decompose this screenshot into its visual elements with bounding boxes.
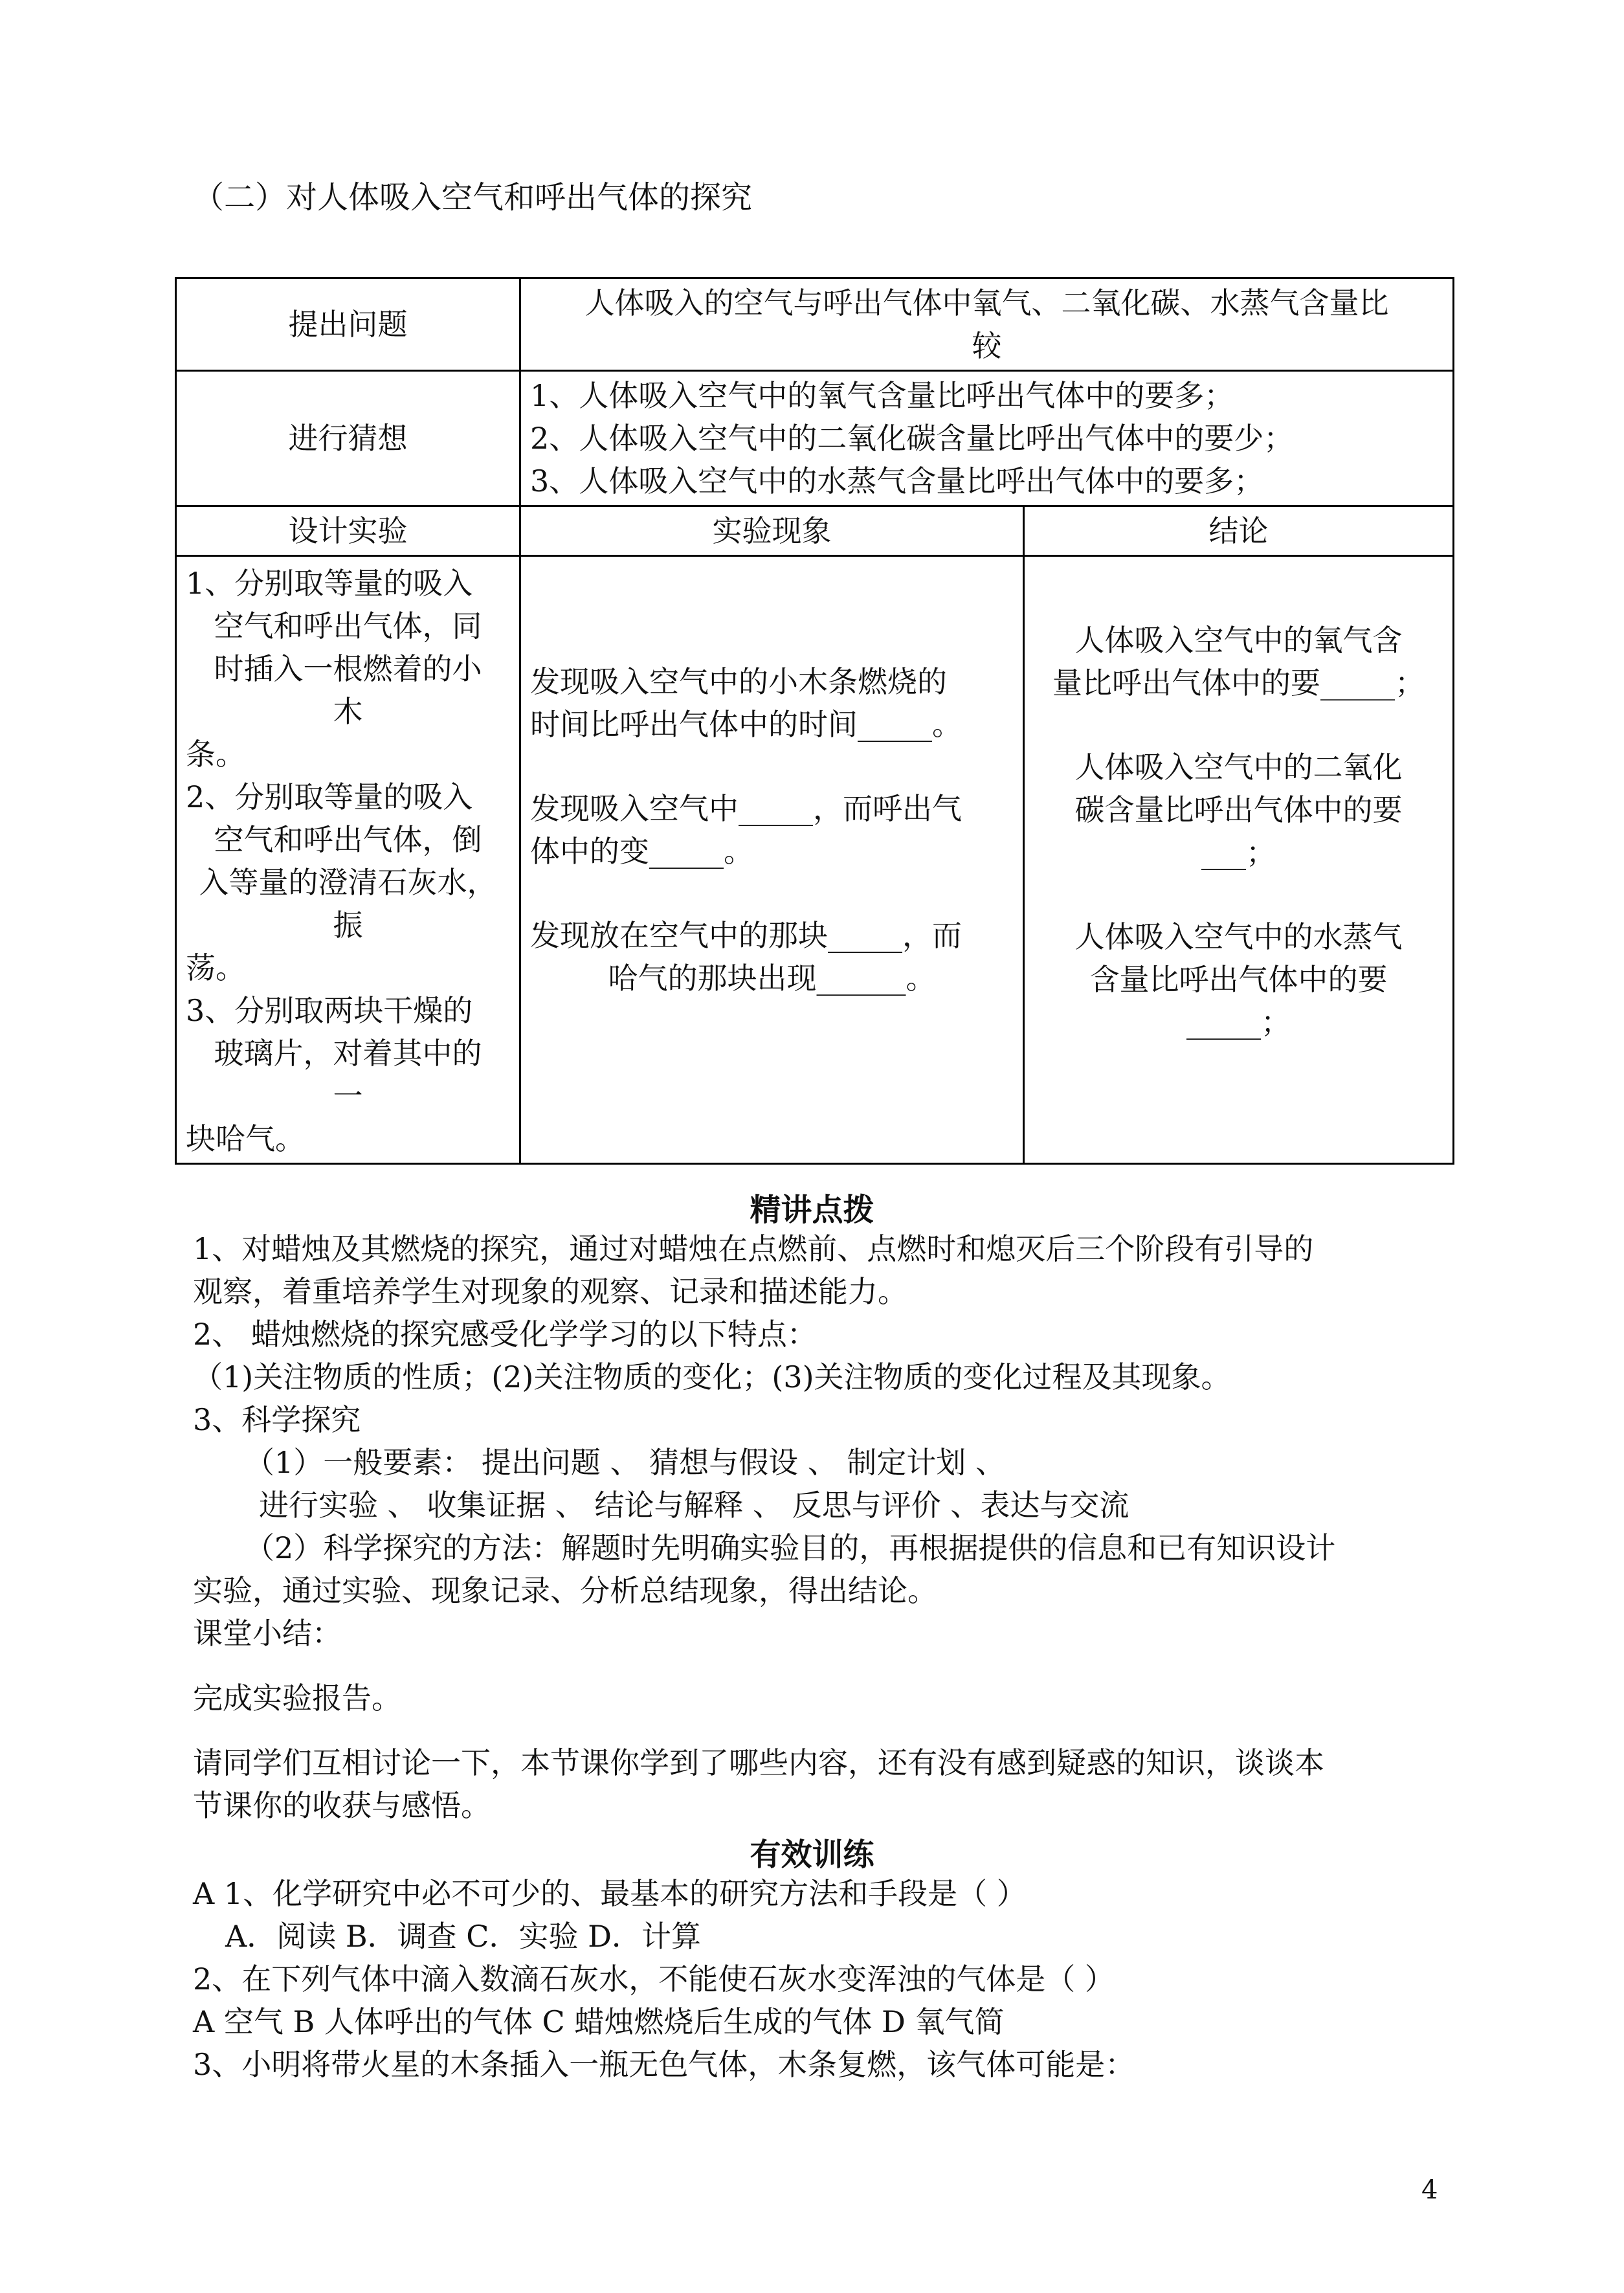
question-line-2: 较: [972, 328, 1002, 363]
question-2-options: A 空气 B 人体呼出的气体 C 蜡烛燃烧后生成的气体 D 氧气简: [193, 2004, 1005, 2039]
experiment-table: [175, 277, 1454, 1165]
design-line: 条。: [186, 737, 245, 772]
design-line: 入等量的澄清石灰水，: [199, 865, 497, 900]
phenomena-line: 体中的变_____。: [530, 834, 753, 869]
question-line-1: 人体吸入的空气与呼出气体中氧气、二氧化碳、水蒸气含量比: [584, 285, 1389, 320]
hypothesis-content: [520, 371, 1454, 506]
jingjiang-line: （2）科学探究的方法：解题时先明确实验目的，再根据提供的信息和已有知识设计: [245, 1530, 1336, 1565]
jingjiang-line: （1)关注物质的性质；(2)关注物质的变化；(3)关注物质的变化过程及其现象。: [193, 1359, 1231, 1394]
phenomena-line: 发现放在空气中的那块_____，而: [530, 918, 962, 953]
conclusion-line: 碳含量比呼出气体中的要: [1074, 792, 1403, 827]
design-line: 一: [333, 1079, 363, 1113]
summary-line: 完成实验报告。: [193, 1681, 401, 1716]
design-cell: [176, 556, 520, 1164]
question-content: [520, 278, 1454, 371]
conclusion-line: 人体吸入空气中的水蒸气: [1074, 919, 1403, 954]
conclusion-line: ___；: [1201, 835, 1276, 870]
summary-line: 请同学们互相讨论一下，本节课你学到了哪些内容，还有没有感到疑惑的知识，谈谈本: [193, 1745, 1324, 1780]
conclusion-line: 含量比呼出气体中的要: [1089, 962, 1388, 997]
conclusion-line: 人体吸入空气中的氧气含: [1074, 623, 1403, 658]
table-row: [176, 371, 1454, 506]
hypothesis-label: 进行猜想: [176, 371, 520, 506]
header-conclusion: 结论: [1024, 506, 1454, 556]
section-title: （二）对人体吸入空气和呼出气体的探究: [193, 179, 753, 216]
phenomena-line: 哈气的那块出现______。: [608, 961, 936, 996]
table-header-row: [176, 506, 1454, 556]
phenomena-line: 发现吸入空气中的小木条燃烧的: [530, 664, 947, 699]
hypothesis-line: 3、人体吸入空气中的水蒸气含量比呼出气体中的要多；: [530, 464, 1264, 498]
question-label: 提出问题: [176, 278, 520, 371]
jingjiang-line: 1、对蜡烛及其燃烧的探究，通过对蜡烛在点燃前、点燃时和熄灭后三个阶段有引导的: [193, 1231, 1314, 1266]
conclusion-cell: [1024, 556, 1454, 1164]
jingjiang-line: 3、科学探究: [193, 1402, 361, 1437]
jingjiang-line: 进行实验 、 收集证据 、 结论与解释 、 反思与评价 、表达与交流: [259, 1488, 1129, 1523]
design-line: 振: [333, 908, 363, 943]
design-line: 空气和呼出气体，同: [214, 609, 482, 643]
jingjiang-line: （1）一般要素： 提出问题 、 猜想与假设 、 制定计划 、: [245, 1445, 1005, 1480]
design-line: 木: [333, 694, 363, 729]
jingjiang-heading: 精讲点拨: [750, 1192, 874, 1228]
header-design: 设计实验: [176, 506, 520, 556]
jingjiang-line: 实验，通过实验、现象记录、分析总结现象，得出结论。: [193, 1573, 937, 1608]
design-line: 2、分别取等量的吸入: [186, 779, 473, 814]
question-3: 3、小明将带火星的木条插入一瓶无色气体，木条复燃，该气体可能是：: [193, 2047, 1135, 2082]
design-line: 荡。: [186, 950, 245, 985]
phenomena-line: 发现吸入空气中_____，而呼出气: [530, 791, 962, 826]
page-number: 4: [1421, 2175, 1438, 2205]
hypothesis-line: 2、人体吸入空气中的二氧化碳含量比呼出气体中的要少；: [530, 421, 1294, 456]
design-line: 时插入一根燃着的小: [214, 651, 482, 686]
question-1-options: A．阅读 B．调查 C．实验 D．计算: [225, 1919, 701, 1954]
conclusion-line: 量比呼出气体中的要_____；: [1052, 666, 1425, 700]
jingjiang-line: 2、 蜡烛燃烧的探究感受化学学习的以下特点：: [193, 1317, 817, 1352]
conclusion-line: _____；: [1186, 1005, 1291, 1040]
jingjiang-line: 观察，着重培养学生对现象的观察、记录和描述能力。: [193, 1274, 907, 1309]
phenomena-cell: [520, 556, 1024, 1164]
design-line: 空气和呼出气体，倒: [214, 822, 482, 857]
table-row: [176, 556, 1454, 1164]
header-phenomena: 实验现象: [520, 506, 1024, 556]
summary-line: 节课你的收获与感悟。: [193, 1788, 491, 1823]
table-row: [176, 278, 1454, 371]
summary-label: 课堂小结：: [193, 1616, 342, 1651]
design-line: 1、分别取等量的吸入: [186, 566, 473, 601]
phenomena-line: 时间比呼出气体中的时间_____。: [530, 707, 962, 742]
question-2: 2、在下列气体中滴入数滴石灰水，不能使石灰水变浑浊的气体是（ ）: [193, 1962, 1115, 1997]
design-line: 块哈气。: [186, 1121, 305, 1156]
hypothesis-line: 1、人体吸入空气中的氧气含量比呼出气体中的要多；: [530, 378, 1234, 413]
design-line: 3、分别取两块干燥的: [186, 993, 473, 1028]
training-heading: 有效训练: [750, 1837, 874, 1873]
question-1: A 1、化学研究中必不可少的、最基本的研究方法和手段是（ ）: [193, 1876, 1027, 1911]
design-line: 玻璃片，对着其中的: [214, 1036, 482, 1071]
conclusion-line: 人体吸入空气中的二氧化: [1074, 750, 1403, 785]
